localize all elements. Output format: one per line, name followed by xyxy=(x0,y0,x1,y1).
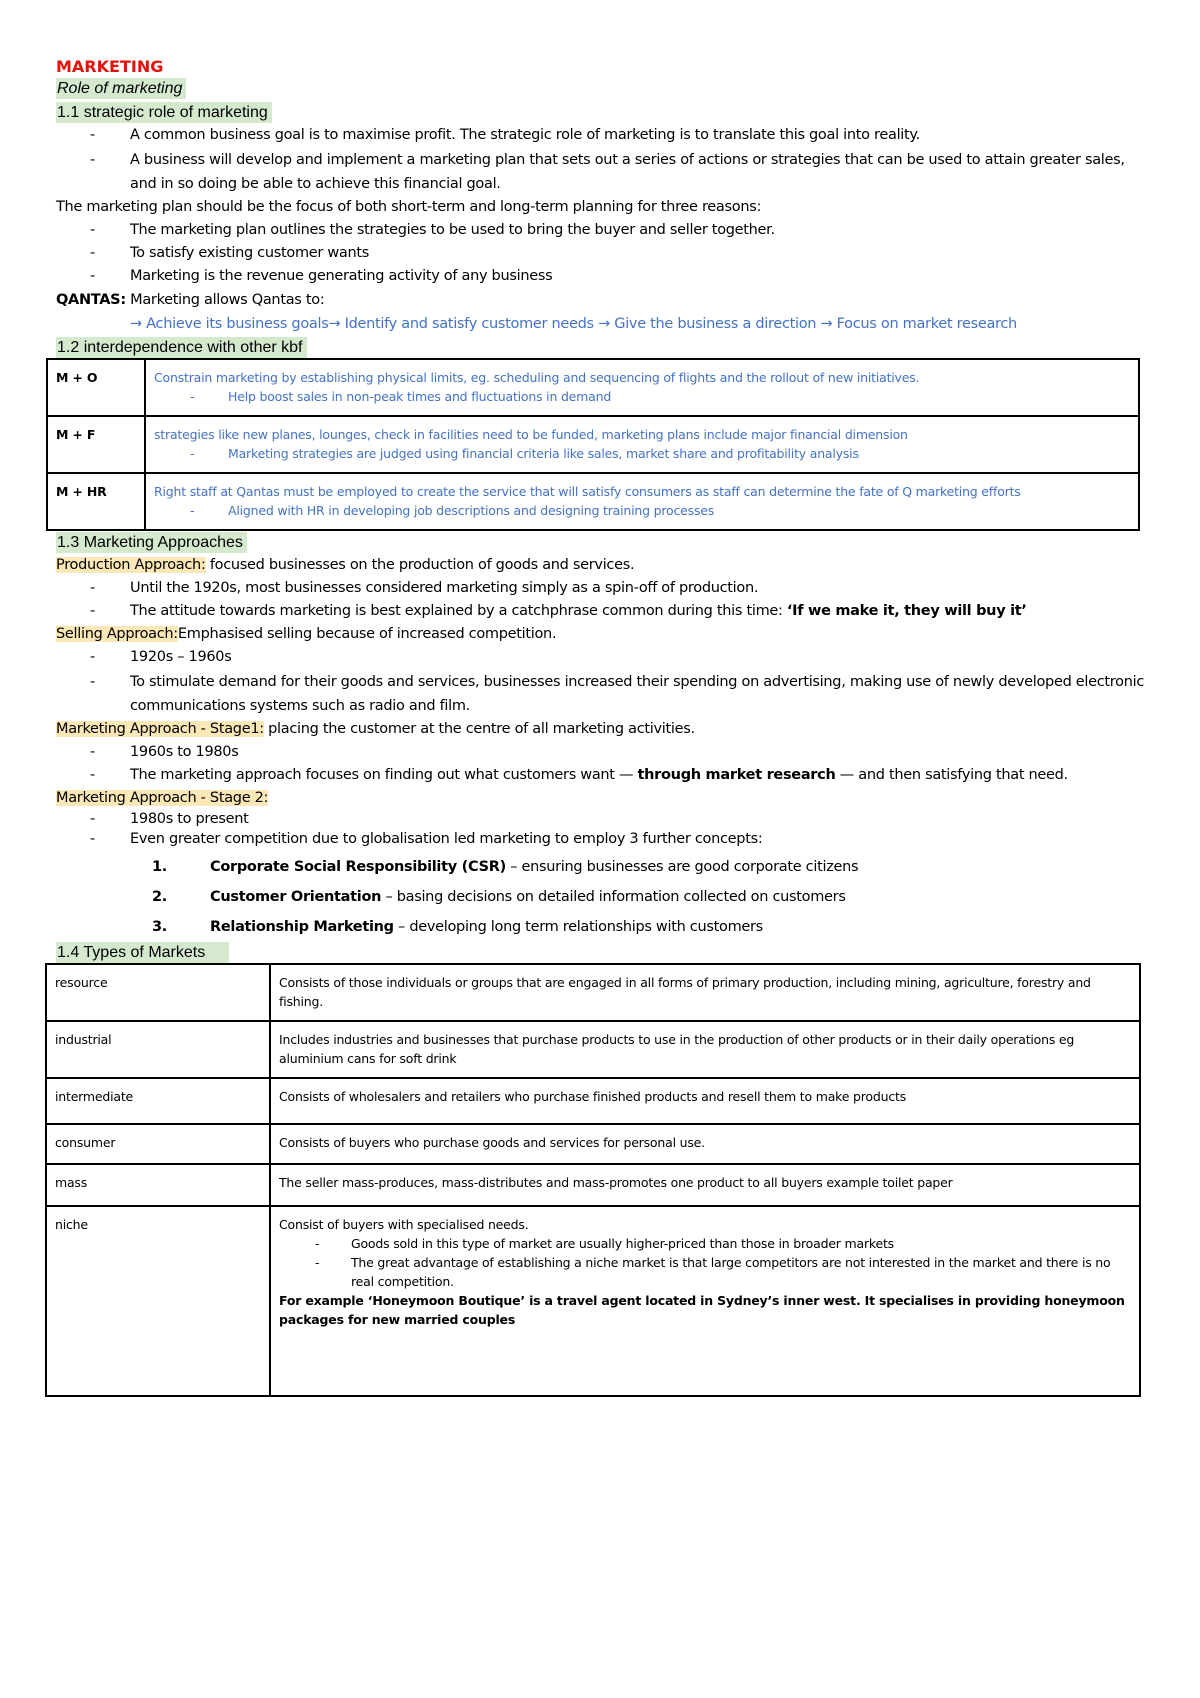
bullet-text: The attitude towards marketing is best explained by a catchphrase common during this time: xyxy=(130,603,787,619)
table-cell-text xyxy=(145,416,1139,473)
concept-number: 2. xyxy=(152,889,167,905)
kbf-table xyxy=(46,358,1140,531)
concept-title: Corporate Social Responsibility (CSR) xyxy=(210,859,506,875)
table-cell-key: consumer xyxy=(46,1124,270,1164)
table-cell-text: Consists of those individuals or groups that are engaged in all forms of primary production, including mining, agriculture, forestry and fishing. xyxy=(270,964,1140,1021)
bullet-item: - Marketing is the revenue generating activity of any business xyxy=(56,266,1146,286)
catchphrase: ‘If we make it, they will buy it’ xyxy=(786,603,1027,619)
section-1-2-heading: 1.2 interdependence with other kbf xyxy=(56,337,307,358)
table-cell-key: intermediate xyxy=(46,1078,270,1124)
cell-sub-bullet: - Help boost sales in non-peak times and fluctuations in demand xyxy=(154,387,1130,406)
cell-sub-bullet: - Goods sold in this type of market are usually higher-priced than those in broader markets xyxy=(279,1234,1131,1253)
table-cell-text xyxy=(145,359,1139,416)
cell-text: strategies like new planes, lounges, check in facilities need to be funded, marketing plans include major financial dimension xyxy=(154,427,908,442)
concept-title: Relationship Marketing xyxy=(210,919,394,935)
table-cell-key: resource xyxy=(46,964,270,1021)
table-row xyxy=(46,1206,1140,1396)
section-1-1-heading: 1.1 strategic role of marketing xyxy=(56,102,272,123)
concept-number: 3. xyxy=(152,919,167,935)
document-title: MARKETING xyxy=(56,57,164,76)
cell-sub-bullet: - The great advantage of establishing a niche market is that large competitors are not interested in the market and there is no real competition. xyxy=(279,1253,1131,1291)
bullet-item: - 1980s to present xyxy=(56,809,1146,829)
paragraph: The marketing plan should be the focus of both short-term and long-term planning for three reasons: xyxy=(56,199,762,215)
table-cell-key: M + HR xyxy=(47,473,145,530)
table-cell-text: Consists of wholesalers and retailers who purchase finished products and resell them to make products xyxy=(270,1078,1140,1124)
table-row xyxy=(46,964,1140,1021)
table-row xyxy=(46,1021,1140,1078)
document-page xyxy=(56,56,1146,1397)
cell-sub-bullet: - Marketing strategies are judged using financial criteria like sales, market share and profitability analysis xyxy=(154,444,1130,463)
production-label: Production Approach: xyxy=(56,557,206,573)
bullet-bold: through market research xyxy=(637,767,836,783)
qantas-text: Marketing allows Qantas to: xyxy=(125,292,325,308)
table-cell-key: M + F xyxy=(47,416,145,473)
concept-text: – basing decisions on detailed information collected on customers xyxy=(381,889,846,905)
bullet-item xyxy=(56,765,1146,785)
bullet-item: - To satisfy existing customer wants xyxy=(56,243,1146,263)
table-cell-key: mass xyxy=(46,1164,270,1206)
production-line xyxy=(56,555,1146,575)
bullet-item: - 1920s – 1960s xyxy=(56,647,1146,667)
markets-table xyxy=(45,963,1141,1397)
table-cell-text xyxy=(145,473,1139,530)
bullet-item xyxy=(56,601,1146,621)
selling-text: Emphasised selling because of increased competition. xyxy=(177,626,557,642)
bullet-item: - The marketing plan outlines the strategies to be used to bring the buyer and seller together. xyxy=(56,220,1146,240)
table-row xyxy=(46,1078,1140,1124)
role-heading: Role of marketing xyxy=(56,78,186,99)
table-cell-key: niche xyxy=(46,1206,270,1396)
selling-line xyxy=(56,624,1146,644)
bullet-item: - 1960s to 1980s xyxy=(56,742,1146,762)
concept-item xyxy=(56,855,1146,879)
table-row xyxy=(47,416,1139,473)
bullet-item: - Until the 1920s, most businesses considered marketing simply as a spin-off of production. xyxy=(56,578,1146,598)
section-1-4-heading: 1.4 Types of Markets xyxy=(56,942,229,963)
concept-text: – developing long term relationships with customers xyxy=(393,919,763,935)
cell-sub-bullet: - Aligned with HR in developing job descriptions and designing training processes xyxy=(154,501,1130,520)
qantas-arrows: → Achieve its business goals→ Identify and satisfy customer needs → Give the business a direction → Focus on market research xyxy=(130,316,1017,332)
bullet-text: The marketing approach focuses on finding out what customers want — xyxy=(130,767,638,783)
bullet-item: - A common business goal is to maximise profit. The strategic role of marketing is to translate this goal into reality. xyxy=(56,125,1146,145)
concept-item xyxy=(56,915,1146,939)
cell-text: Constrain marketing by establishing physical limits, eg. scheduling and sequencing of flights and the rollout of new initiatives. xyxy=(154,370,920,385)
selling-label: Selling Approach: xyxy=(56,626,178,642)
table-cell-text: Consists of buyers who purchase goods and services for personal use. xyxy=(270,1124,1140,1164)
bullet-item: - To stimulate demand for their goods and services, businesses increased their spending on advertising, making use of newly developed electronic communications systems such as radio and film. xyxy=(56,670,1146,718)
qantas-label: QANTAS: xyxy=(56,292,126,308)
stage1-label: Marketing Approach - Stage1: xyxy=(56,721,264,737)
concept-text: – ensuring businesses are good corporate citizens xyxy=(505,859,859,875)
stage2-line xyxy=(56,788,1146,808)
bullet-item: - Even greater competition due to globalisation led marketing to employ 3 further concepts: xyxy=(56,829,1146,849)
table-row xyxy=(47,473,1139,530)
cell-text: Consist of buyers with specialised needs. xyxy=(279,1217,529,1232)
concept-number: 1. xyxy=(152,859,167,875)
table-cell-key: industrial xyxy=(46,1021,270,1078)
cell-text: Right staff at Qantas must be employed to create the service that will satisfy consumers as staff can determine the fate of Q marketing efforts xyxy=(154,484,1021,499)
cell-example: For example ‘Honeymoon Boutique’ is a travel agent located in Sydney’s inner west. It specialises in providing honeymoon packages for new married couples xyxy=(279,1293,1125,1327)
table-cell-text: Includes industries and businesses that purchase products to use in the production of other products or in their daily operations eg aluminium cans for soft drink xyxy=(270,1021,1140,1078)
bullet-text: — and then satisfying that need. xyxy=(835,767,1068,783)
qantas-line xyxy=(56,290,1146,310)
table-cell-key: M + O xyxy=(47,359,145,416)
table-cell-text: The seller mass-produces, mass-distributes and mass-promotes one product to all buyers example toilet paper xyxy=(270,1164,1140,1206)
bullet-item: - A business will develop and implement a marketing plan that sets out a series of actions or strategies that can be used to attain greater sales, and in so doing be able to achieve this financial goal. xyxy=(56,148,1146,196)
section-1-3-heading: 1.3 Marketing Approaches xyxy=(56,532,247,553)
concept-title: Customer Orientation xyxy=(210,889,382,905)
concept-item xyxy=(56,885,1146,909)
stage2-label: Marketing Approach - Stage 2: xyxy=(56,790,269,806)
production-text: focused businesses on the production of goods and services. xyxy=(205,557,635,573)
table-row xyxy=(46,1124,1140,1164)
stage1-line xyxy=(56,719,1146,739)
table-row xyxy=(46,1164,1140,1206)
table-cell-text xyxy=(270,1206,1140,1396)
stage1-text: placing the customer at the centre of all marketing activities. xyxy=(263,721,695,737)
table-row xyxy=(47,359,1139,416)
